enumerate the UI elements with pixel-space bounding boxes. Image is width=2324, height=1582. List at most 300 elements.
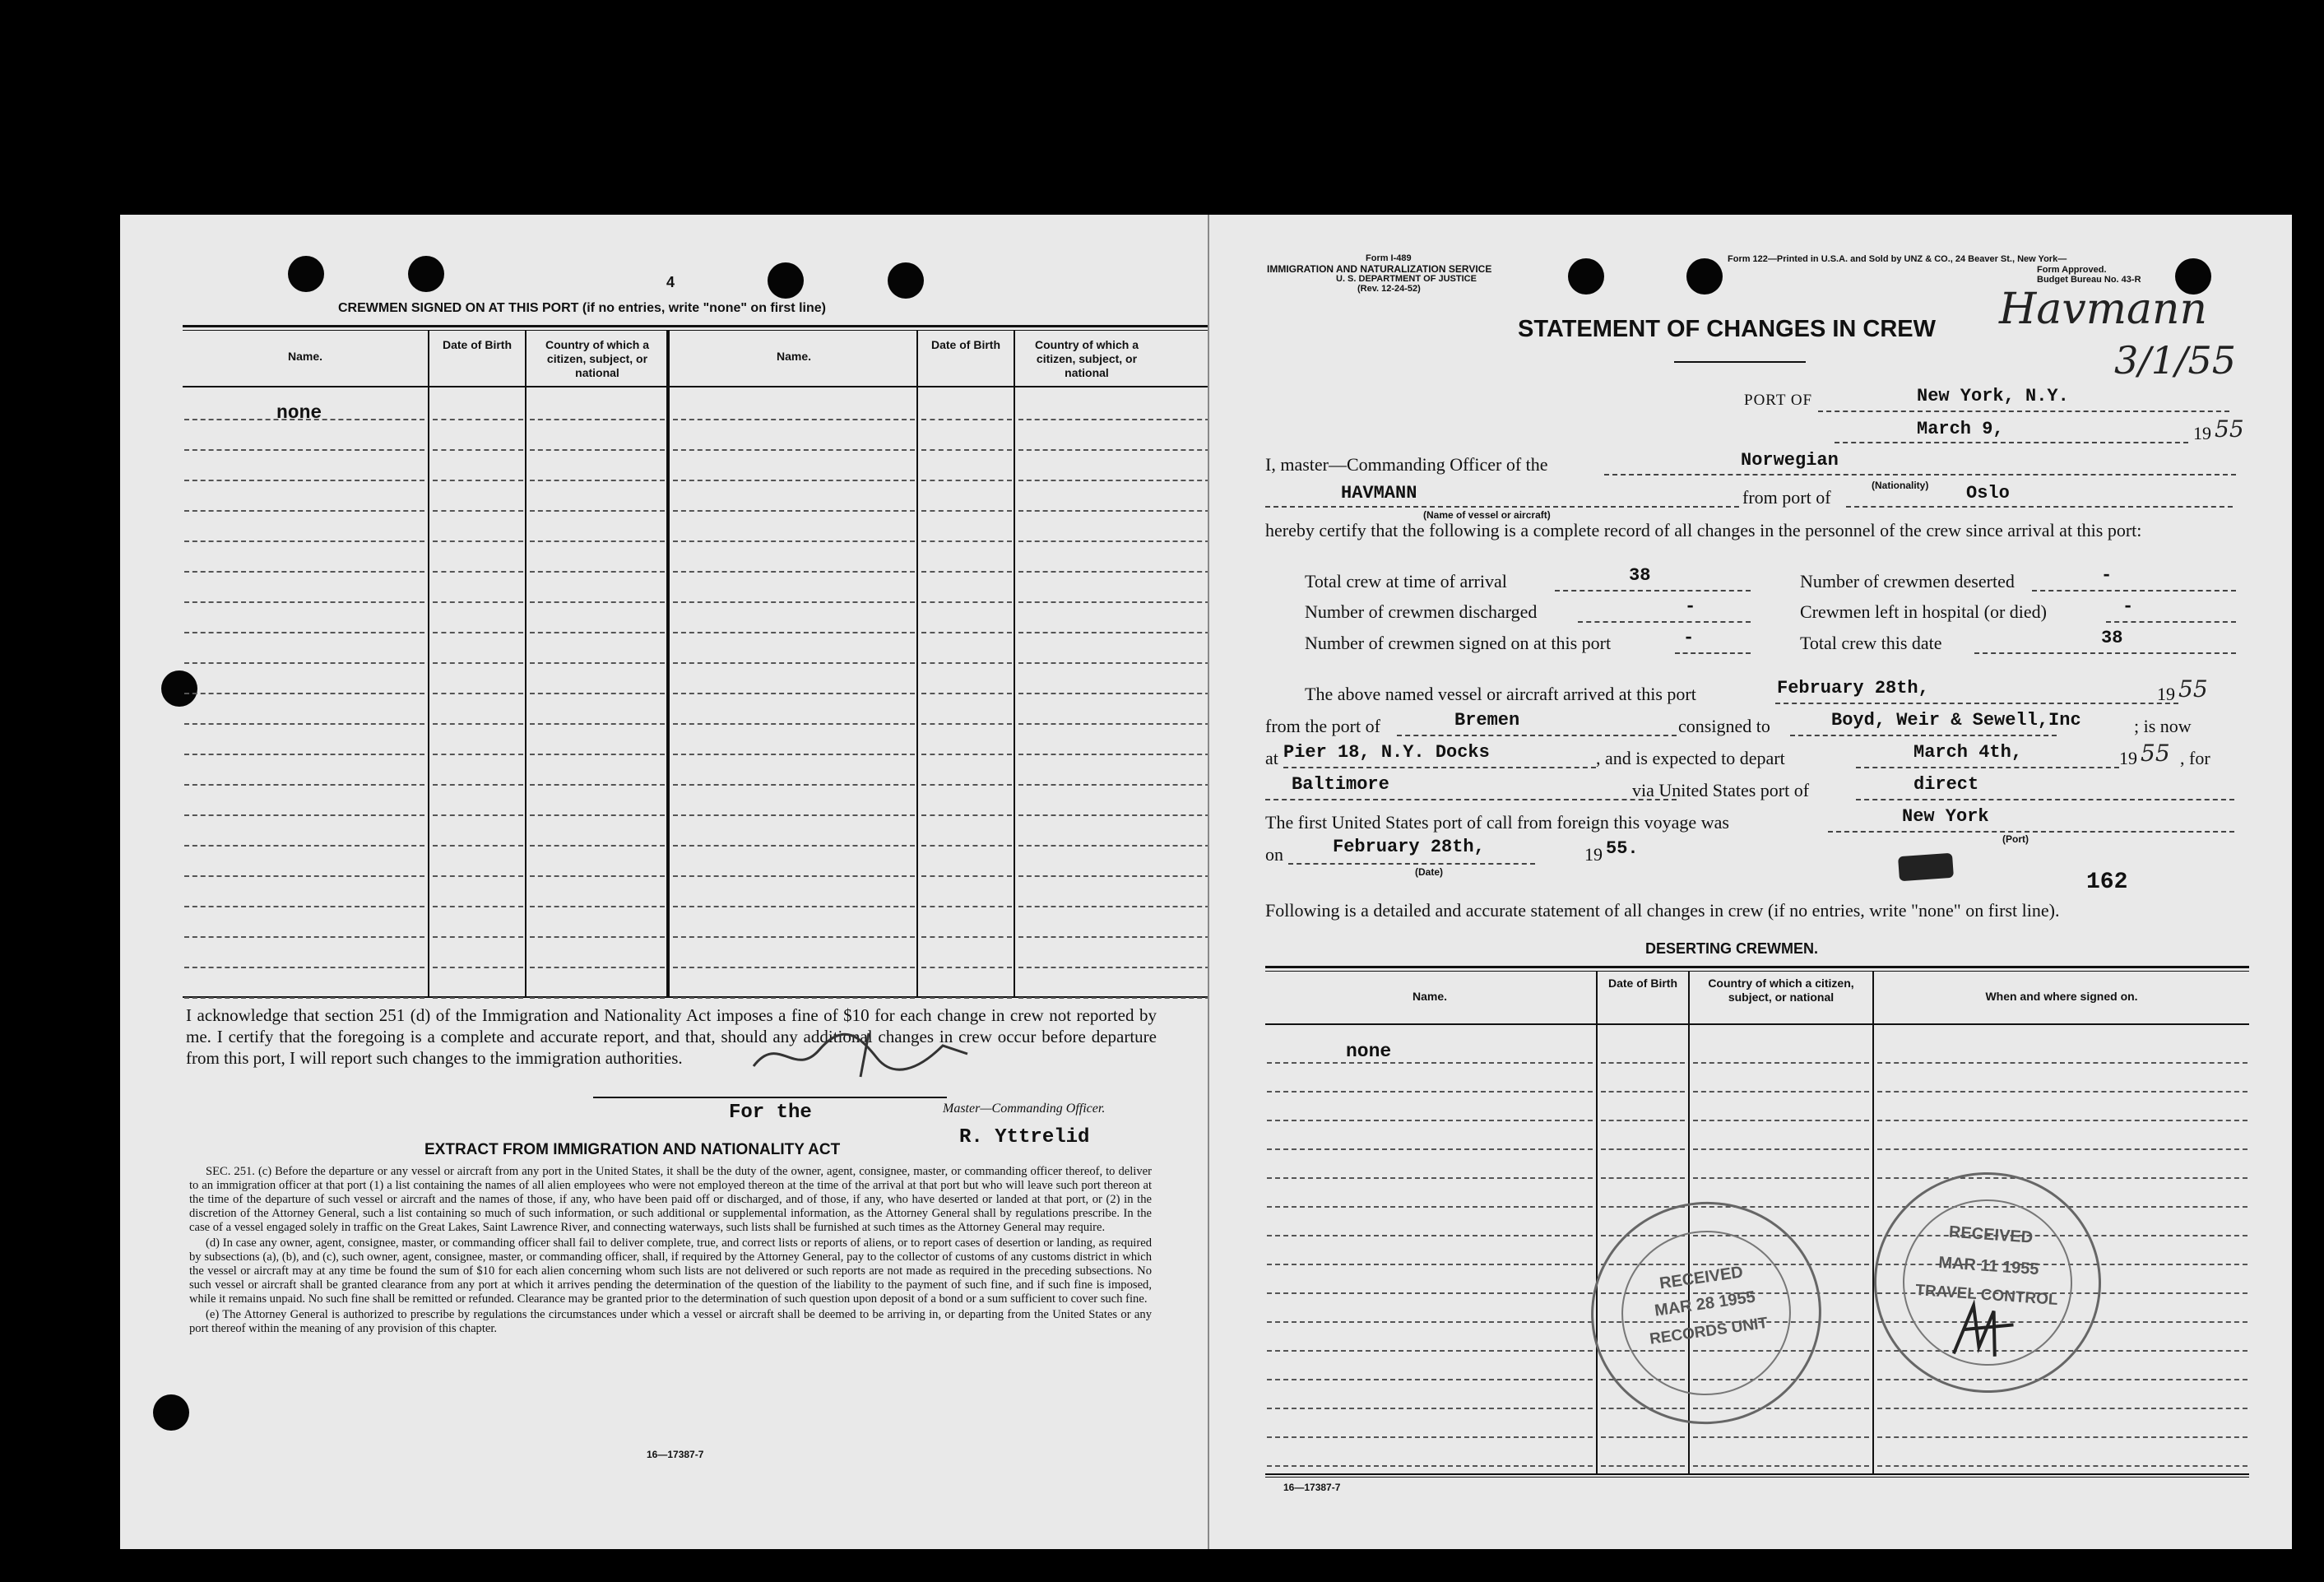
punch-hole: [161, 670, 197, 707]
column-header-date-of-birth: Date of Birth: [1608, 977, 1677, 990]
table-row-line: [1018, 967, 1208, 968]
fill-line: [1790, 735, 2057, 736]
table-row-line: [1693, 1091, 1869, 1093]
table-row-line: [673, 449, 915, 451]
reference-number: 162: [2086, 870, 2128, 895]
table-row-line: [1267, 1148, 1593, 1150]
table-row-line: [673, 906, 915, 907]
form-footer-code: 16—17387-7: [647, 1449, 704, 1460]
fill-line: [1288, 863, 1535, 865]
table-row-line: [1018, 632, 1208, 633]
table-row-line: [433, 693, 523, 694]
table-row-line: [530, 571, 665, 573]
column-header-name: Name.: [287, 350, 323, 363]
stat-label-signed-on: Number of crewmen signed on at this port: [1305, 633, 1612, 653]
table-row-line: [673, 754, 915, 755]
table-row-line: [184, 480, 424, 481]
master-name: R. Yttrelid: [959, 1126, 1090, 1148]
stamp-unit: RECORDS UNIT: [1649, 1314, 1770, 1348]
table-row-line: [1267, 1091, 1593, 1093]
table-row-line: [184, 540, 424, 542]
deserting-crewmen-heading: DESERTING CREWMEN.: [1645, 940, 1819, 957]
agency-name: IMMIGRATION AND NATURALIZATION SERVICE: [1267, 263, 1492, 275]
table-row-line: [184, 845, 424, 847]
form-approved: Form Approved.: [2037, 265, 2107, 275]
table-row-line: [921, 510, 1012, 512]
table-row-line: [184, 875, 424, 877]
table-row-line: [1693, 1177, 1869, 1179]
stamp-date: MAR 11 1955: [1937, 1253, 2040, 1279]
table-row-line: [921, 449, 1012, 451]
table-row-line: [530, 632, 665, 633]
handwritten-date: 3/1/55: [2114, 338, 2237, 383]
table-row-line: [184, 967, 424, 968]
table-row-line: [673, 784, 915, 786]
table-top-rule: [183, 330, 1208, 331]
column-divider: [1014, 330, 1015, 996]
table-row-line: [1693, 1062, 1869, 1064]
arrived-label: The above named vessel or aircraft arrived at this port: [1305, 684, 1696, 704]
fill-line: [2106, 621, 2236, 623]
first-port-value: New York: [1902, 806, 1989, 827]
section-251-e: (e) The Attorney General is authorized to prescribe by regulations the circumstances under which a vessel or aircraft shall be deemed to be arriving in, or departing from the United States or any port thereof within the meaning of any provision of this chapter.: [189, 1308, 1152, 1335]
table-row-line: [1693, 1120, 1869, 1121]
table-row-line: [530, 754, 665, 755]
punch-hole: [1686, 258, 1723, 295]
table-row-line: [1018, 540, 1208, 542]
column-divider: [916, 330, 918, 996]
from-the-port-label: from the port of: [1265, 716, 1380, 736]
fill-line: [1856, 767, 2119, 768]
table-row-line: [1601, 1062, 1685, 1064]
fill-line: [1265, 506, 1739, 508]
table-row-line: [1267, 1292, 1593, 1294]
table-row-line: [433, 571, 523, 573]
first-entry-none: none: [276, 402, 322, 424]
fill-line: [1397, 735, 1677, 736]
extract-heading: EXTRACT FROM IMMIGRATION AND NATIONALITY ACT: [424, 1141, 841, 1158]
column-header-country: Country of which a citizen, subject, or national: [1708, 977, 1854, 1004]
nationality-caption: (Nationality): [1872, 480, 1929, 491]
table-row-line: [184, 632, 424, 633]
redacted-mark: [1898, 853, 1954, 882]
table-top-rule: [183, 325, 1208, 327]
stat-label-deserted: Number of crewmen deserted: [1800, 571, 2015, 592]
table-row-line: [1267, 1465, 1593, 1467]
table-row-line: [921, 723, 1012, 725]
via-value: direct: [1913, 774, 1979, 795]
section-251-c: SEC. 251. (c) Before the departure or any vessel or aircraft from any port in the United States, it shall be the duty of the owner, agent, consignee, master, or commanding officer thereof, to deliver to an immigration officer at that port (1) a list containing the names of all alien employees who were not employed thereon at the time of the arrival at that port but who will leave such port thereon at the time of the departure of such vessel or aircraft and the names of those, if any, who have been paid off or discharged, and of those, if any, who have deserted or landed at that port, or (2) in the discretion of the Attorney General, such a list containing so much of such information, or such additional or supplemental information, as the Attorney General shall by regulations prescribe. In the case of a vessel engaged solely in traffic on the Great Lakes, Saint Lawrence River, and connecting waterways, such lists shall be furnished at such times as the Attorney General may require.: [189, 1165, 1152, 1234]
table-row-line: [921, 632, 1012, 633]
punch-hole: [1568, 258, 1604, 295]
following-statement-text: Following is a detailed and accurate statement of all changes in crew (if no entries, write "none" on first line).: [1265, 900, 2060, 921]
table-row-line: [1018, 814, 1208, 816]
initials-scrawl: [1945, 1296, 2023, 1366]
table-row-line: [1018, 723, 1208, 725]
fill-line: [1283, 767, 1596, 768]
master-commanding-label: I, master—Commanding Officer of the: [1265, 454, 1548, 475]
table-row-line: [921, 875, 1012, 877]
table-row-line: [433, 845, 523, 847]
table-top-rule: [1265, 971, 2249, 972]
table-row-line: [1018, 784, 1208, 786]
column-divider: [1596, 971, 1598, 1473]
table-row-line: [1018, 419, 1208, 420]
table-header-rule: [183, 386, 1208, 387]
first-port-date: February 28th,: [1333, 837, 1485, 857]
table-row-line: [184, 693, 424, 694]
fill-line: [1555, 590, 1751, 592]
arrived-date: February 28th,: [1777, 678, 1929, 698]
table-row-line: [673, 480, 915, 481]
table-row-line: [1693, 1436, 1869, 1438]
table-row-line: [1018, 571, 1208, 573]
table-row-line: [1267, 1206, 1593, 1208]
table-row-line: [184, 662, 424, 664]
table-row-line: [1018, 906, 1208, 907]
table-row-line: [530, 936, 665, 938]
expected-depart-label: , and is expected to depart: [1596, 748, 1785, 768]
table-row-line: [530, 784, 665, 786]
on-label: on: [1265, 844, 1283, 865]
table-row-line: [673, 936, 915, 938]
table-row-line: [530, 845, 665, 847]
table-row-line: [184, 814, 424, 816]
for-label: , for: [2180, 748, 2210, 768]
table-header-rule: [1265, 1023, 2249, 1025]
stat-value-deserted: -: [2101, 565, 2113, 586]
table-row-line: [1018, 754, 1208, 755]
table-row-line: [530, 693, 665, 694]
table-row-line: [530, 967, 665, 968]
table-row-line: [921, 754, 1012, 755]
table-row-line: [1877, 1408, 2247, 1409]
fill-line: [1604, 474, 2236, 476]
table-row-line: [530, 540, 665, 542]
table-row-line: [1267, 1408, 1593, 1409]
table-row-line: [1877, 1062, 2247, 1064]
table-row-line: [673, 845, 915, 847]
year-prefix: 19: [2119, 748, 2137, 768]
table-row-line: [433, 540, 523, 542]
table-row-line: [433, 601, 523, 603]
table-row-line: [921, 784, 1012, 786]
table-row-line: [1267, 1235, 1593, 1236]
is-now-label: ; is now: [2134, 716, 2192, 736]
table-row-line: [1877, 1465, 2247, 1467]
stat-value-total-arrival: 38: [1629, 565, 1651, 586]
budget-bureau-number: Budget Bureau No. 43-R: [2037, 275, 2141, 285]
stamp-unit: TRAVEL CONTROL: [1914, 1281, 2059, 1309]
from-port-label: from port of: [1742, 487, 1831, 508]
stamp-received: RECEIVED: [1948, 1222, 2034, 1247]
for-the-label: For the: [729, 1102, 812, 1124]
port-caption: (Port): [2002, 833, 2029, 845]
table-row-line: [184, 419, 424, 420]
berth-location: Pier 18, N.Y. Docks: [1283, 742, 1490, 763]
column-header-country: Country of which a citizen, subject, or national: [1035, 338, 1139, 379]
table-row-line: [184, 510, 424, 512]
table-row-line: [530, 419, 665, 420]
table-row-line: [433, 723, 523, 725]
column-header-country: Country of which a citizen, subject, or national: [545, 338, 649, 379]
fill-line: [1818, 411, 2229, 412]
received-stamp-records: [1577, 1187, 1836, 1439]
table-row-line: [1877, 1436, 2247, 1438]
table-row-line: [673, 814, 915, 816]
year-prefix: 19: [2193, 423, 2211, 443]
table-row-line: [921, 814, 1012, 816]
table-row-line: [433, 997, 523, 999]
crew-signed-on-heading: CREWMEN SIGNED ON AT THIS PORT (if no entries, write "none" on first line): [338, 301, 826, 315]
table-row-line: [921, 845, 1012, 847]
table-row-line: [433, 510, 523, 512]
table-row-line: [1018, 449, 1208, 451]
table-row-line: [433, 814, 523, 816]
column-header-when-where: When and where signed on.: [1985, 990, 2138, 1003]
punch-hole: [888, 262, 924, 299]
depart-year: 55: [2141, 740, 2170, 767]
table-row-line: [1601, 1465, 1685, 1467]
right-page: [1209, 215, 2292, 1549]
fill-line: [1835, 442, 2188, 443]
table-row-line: [1018, 510, 1208, 512]
table-row-line: [1693, 1148, 1869, 1150]
table-row-line: [673, 662, 915, 664]
table-row-line: [530, 662, 665, 664]
table-row-line: [1018, 997, 1208, 999]
table-bottom-rule: [1265, 1477, 2249, 1478]
table-row-line: [673, 723, 915, 725]
stamp-received: RECEIVED: [1658, 1263, 1745, 1293]
column-header-date-of-birth: Date of Birth: [443, 338, 512, 351]
table-row-line: [1018, 936, 1208, 938]
stat-label-total-arrival: Total crew at time of arrival: [1305, 571, 1507, 592]
table-row-line: [673, 967, 915, 968]
handwritten-vessel-name: Havmann: [1999, 285, 2208, 334]
table-row-line: [1601, 1148, 1685, 1150]
fill-line: [1578, 621, 1751, 623]
stat-label-total-this-date: Total crew this date: [1800, 633, 1942, 653]
at-label: at: [1265, 748, 1278, 768]
fill-line: [1856, 799, 2234, 800]
stat-label-discharged: Number of crewmen discharged: [1305, 601, 1538, 622]
form-revision: (Rev. 12-24-52): [1357, 284, 1421, 294]
table-row-line: [1018, 480, 1208, 481]
stat-value-total-this-date: 38: [2101, 628, 2123, 648]
table-row-line: [1601, 1436, 1685, 1438]
punch-hole: [153, 1394, 189, 1431]
table-row-line: [184, 571, 424, 573]
table-row-line: [433, 875, 523, 877]
signature: [745, 1029, 976, 1079]
table-row-line: [921, 662, 1012, 664]
column-divider: [666, 330, 670, 996]
table-row-line: [1267, 1379, 1593, 1380]
form-footer-code: 16—17387-7: [1283, 1482, 1341, 1493]
destination-value: Baltimore: [1292, 774, 1389, 795]
table-row-line: [530, 601, 665, 603]
table-row-line: [921, 419, 1012, 420]
form-number: Form I-489: [1366, 253, 1412, 263]
table-row-line: [433, 662, 523, 664]
table-row-line: [1877, 1177, 2247, 1179]
page-number: 4: [666, 274, 675, 290]
vessel-name: HAVMANN: [1341, 483, 1417, 503]
table-row-line: [921, 601, 1012, 603]
table-row-line: [1267, 1436, 1593, 1438]
table-row-line: [673, 601, 915, 603]
stat-value-hospital: -: [2122, 596, 2134, 617]
column-header-date-of-birth: Date of Birth: [931, 338, 1000, 351]
table-row-line: [184, 997, 424, 999]
column-header-name: Name.: [1412, 990, 1448, 1003]
received-stamp-travel-control: [1867, 1165, 2108, 1401]
acknowledgement-text: I acknowledge that section 251 (d) of the Immigration and Nationality Act imposes a fine of $10 for each change in crew not reported by me. I certify that the foregoing is a complete and accurate report, and that, should any additional changes in crew occur before departure from this port, I will report such changes to the immigration authorities.: [186, 1005, 1157, 1068]
table-row-line: [673, 632, 915, 633]
table-row-line: [1018, 662, 1208, 664]
table-row-line: [433, 754, 523, 755]
punch-hole: [768, 262, 804, 299]
stat-label-hospital: Crewmen left in hospital (or died): [1800, 601, 2047, 622]
table-row-line: [1693, 1465, 1869, 1467]
port-of-value: New York, N.Y.: [1917, 386, 2069, 406]
table-top-rule: [1265, 966, 2249, 968]
stamp-date: MAR 28 1955: [1653, 1287, 1757, 1320]
table-row-line: [673, 693, 915, 694]
table-row-line: [1877, 1148, 2247, 1150]
table-row-line: [1267, 1264, 1593, 1265]
table-row-line: [921, 540, 1012, 542]
section-251-d: (d) In case any owner, agent, consignee, master, or commanding officer shall fail to deliver complete, true, and correct lists or reports of aliens, or to report cases of desertion or landing, as required by subsections (a), (b), and (c), such owner, agent, consignee, master, or commanding officer, shall, if required by the Attorney General, pay to the collector of customs of any customs district in which the vessel or aircraft may at any time be found the sum of $10 for each alien concerning whom such lists are not delivered or such reports are not made as required in the preceding subsections. No such vessel or aircraft shall be granted clearance from any port at which it arrives pending the determination of the question of the liability to the payment of such fine, and if such fine is imposed, while it remains unpaid. No such fine shall be remitted or refunded. Clearance may be granted prior to the determination of such question upon deposit of a bond or a sum sufficient to cover such fine.: [189, 1236, 1152, 1306]
table-row-line: [1018, 601, 1208, 603]
port-of-label: PORT OF: [1744, 392, 1813, 409]
table-row-line: [530, 814, 665, 816]
table-row-line: [1267, 1120, 1593, 1121]
stat-value-discharged: -: [1685, 596, 1696, 617]
table-row-line: [433, 419, 523, 420]
table-row-line: [433, 967, 523, 968]
table-row-line: [1018, 845, 1208, 847]
certification-text: hereby certify that the following is a complete record of all changes in the personnel of the crew since arrival at this port:: [1265, 520, 2142, 540]
table-row-line: [1267, 1177, 1593, 1179]
signature-line: [593, 1097, 947, 1098]
table-row-line: [530, 906, 665, 907]
act-extract-text: [189, 1165, 1152, 1338]
form-title: STATEMENT OF CHANGES IN CREW: [1518, 316, 1937, 342]
table-row-line: [184, 754, 424, 755]
table-row-line: [673, 540, 915, 542]
stat-value-signed-on: -: [1683, 628, 1695, 648]
table-row-line: [1877, 1091, 2247, 1093]
fill-line: [1675, 652, 1751, 654]
table-row-line: [1601, 1177, 1685, 1179]
arrived-year: 55: [2178, 675, 2208, 703]
fill-line: [1775, 703, 2178, 704]
table-row-line: [673, 875, 915, 877]
table-row-line: [530, 723, 665, 725]
fill-line: [1974, 652, 2236, 654]
table-row-line: [673, 510, 915, 512]
table-row-line: [530, 875, 665, 877]
vessel-caption: (Name of vessel or aircraft): [1423, 509, 1551, 521]
table-row-line: [1267, 1350, 1593, 1352]
vessel-nationality: Norwegian: [1741, 450, 1839, 471]
table-row-line: [1877, 1120, 2247, 1121]
title-underline: [1674, 361, 1806, 363]
table-row-line: [433, 480, 523, 481]
fill-line: [1265, 799, 1677, 800]
table-row-line: [433, 906, 523, 907]
table-row-line: [530, 480, 665, 481]
table-row-line: [673, 571, 915, 573]
table-row-line: [1018, 693, 1208, 694]
table-row-line: [1267, 1062, 1593, 1064]
master-label: Master—Commanding Officer.: [943, 1102, 1106, 1116]
table-row-line: [673, 997, 915, 999]
from-port-value: Oslo: [1966, 483, 2010, 503]
printer-note: Form 122—Printed in U.S.A. and Sold by UNZ & CO., 24 Beaver St., New York—: [1728, 254, 2067, 264]
table-row-line: [921, 693, 1012, 694]
statement-year: 55: [2215, 415, 2244, 443]
consigned-label: consigned to: [1678, 716, 1770, 736]
from-the-port-value: Bremen: [1454, 710, 1520, 731]
table-row-line: [921, 480, 1012, 481]
fill-line: [2032, 590, 2236, 592]
depart-date: March 4th,: [1913, 742, 2023, 763]
consigned-value: Boyd, Weir & Sewell,Inc: [1831, 710, 2081, 731]
department-name: U. S. DEPARTMENT OF JUSTICE: [1336, 274, 1477, 284]
first-port-label: The first United States port of call from foreign this voyage was: [1265, 812, 1729, 833]
via-label: via United States port of: [1632, 780, 1810, 800]
table-row-line: [1601, 1091, 1685, 1093]
table-bottom-rule: [1265, 1473, 2249, 1475]
year-prefix: 19: [2157, 684, 2175, 704]
punch-hole: [288, 256, 324, 292]
column-divider: [525, 330, 526, 996]
fill-line: [1828, 831, 2234, 833]
column-divider: [428, 330, 429, 996]
table-row-line: [184, 601, 424, 603]
table-row-line: [530, 997, 665, 999]
first-entry-none: none: [1346, 1041, 1392, 1062]
table-row-line: [1018, 875, 1208, 877]
left-page: [120, 215, 1208, 1549]
table-row-line: [184, 723, 424, 725]
table-row-line: [184, 936, 424, 938]
table-row-line: [921, 936, 1012, 938]
table-row-line: [184, 449, 424, 451]
table-row-line: [530, 510, 665, 512]
table-row-line: [184, 906, 424, 907]
first-port-year: 55.: [1606, 838, 1639, 859]
table-row-line: [921, 967, 1012, 968]
table-row-line: [1267, 1321, 1593, 1323]
table-row-line: [1601, 1120, 1685, 1121]
fill-line: [1846, 506, 2233, 508]
table-row-line: [921, 571, 1012, 573]
table-row-line: [921, 997, 1012, 999]
table-row-line: [673, 419, 915, 420]
punch-hole: [408, 256, 444, 292]
statement-date: March 9,: [1917, 419, 2004, 439]
table-row-line: [433, 632, 523, 633]
table-row-line: [921, 906, 1012, 907]
year-prefix: 19: [1584, 844, 1603, 865]
table-row-line: [433, 784, 523, 786]
table-row-line: [433, 936, 523, 938]
column-header-name: Name.: [776, 350, 812, 363]
